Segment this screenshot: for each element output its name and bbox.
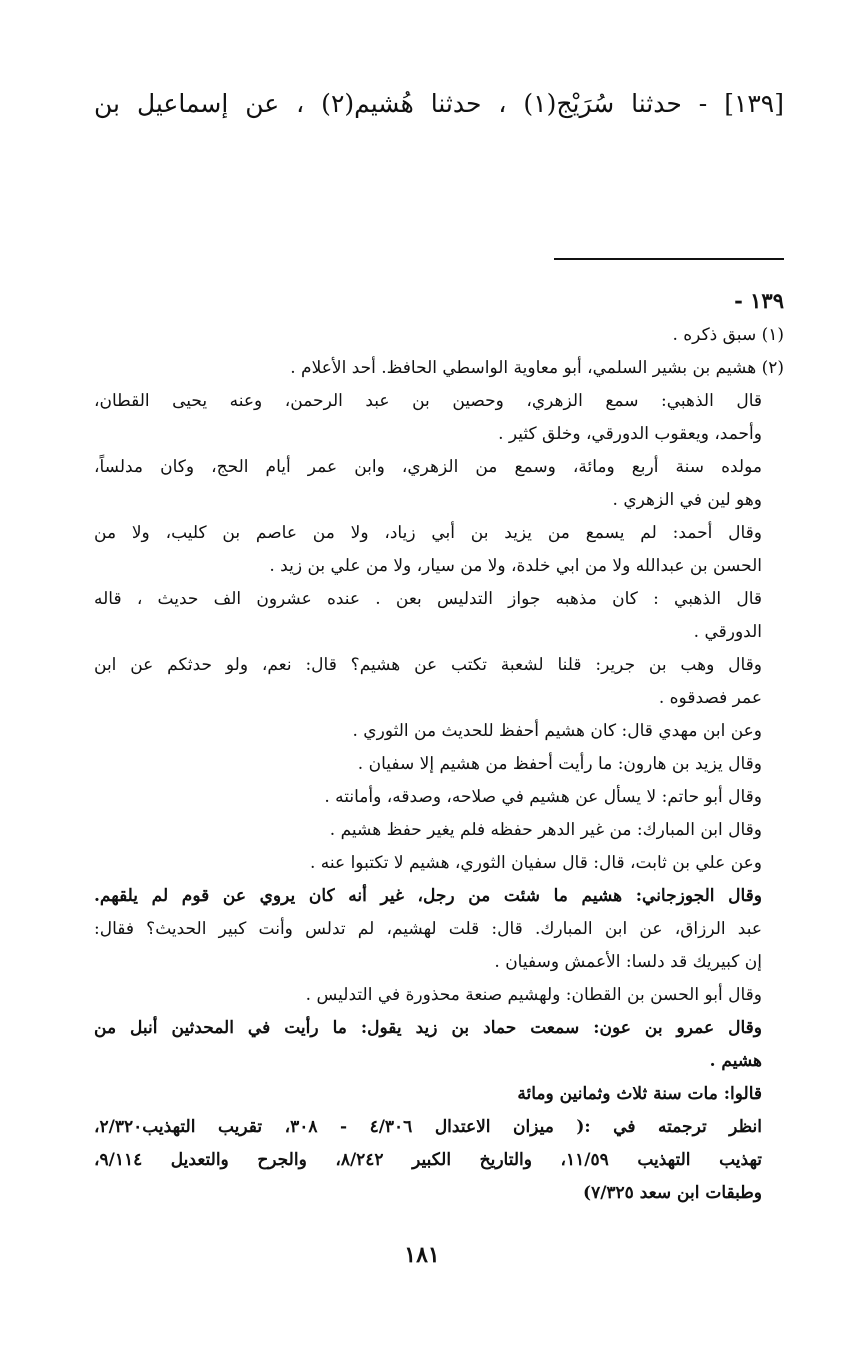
footnote-line: وأحمد، ويعقوب الدورقي، وخلق كثير .: [498, 424, 762, 444]
footnote-line: قال الذهبي: سمع الزهري، وحصين بن عبد الرحمن، وعنه يحيى القطان،: [94, 391, 762, 411]
footnotes: [94, 283, 784, 1210]
footnote-line: انظر ترجمته في :( ميزان الاعتدال ٤/٣٠٦ - ٣٠٨، تقريب التهذيب٢/٣٢٠،: [94, 1117, 762, 1137]
footnote-line: وقال أحمد: لم يسمع من يزيد بن أبي زياد، ولا من عاصم بن كليب، ولا من: [94, 523, 762, 543]
footnote-line: (١) سبق ذكره .: [672, 325, 784, 345]
footnote-hadith-number: ١٣٩ -: [734, 288, 784, 313]
footnote-line: وقال وهب بن جرير: قلنا لشعبة تكتب عن هشيم؟ قال: نعم، ولو حدثكم عن ابن: [94, 655, 762, 675]
footnote-line: الدورقي .: [693, 622, 762, 642]
footnote-line: وقال ابن المبارك: من غير الدهر حفظه فلم يغير حفظ هشيم .: [329, 820, 762, 840]
footnote-line: وقال أبو حاتم: لا يسأل عن هشيم في صلاحه، وصدقه، وأمانته .: [324, 787, 762, 807]
footnote-separator: [554, 258, 784, 260]
footnote-line: وعن علي بن ثابت، قال: قال سفيان الثوري، هشيم لا تكتبوا عنه .: [309, 853, 762, 873]
main-text-line: [١٣٩] - حدثنا سُرَيْج(١) ، حدثنا هُشيم(٢) ، عن إسماعيل بن: [94, 89, 784, 118]
footnote-line: وقال أبو الحسن بن القطان: ولهشيم صنعة محذورة في التدليس .: [305, 985, 762, 1005]
footnote-line: وقال يزيد بن هارون: ما رأيت أحفظ من هشيم إلا سفيان .: [357, 754, 762, 774]
footnote-line: وطبقات ابن سعد ٧/٣٢٥): [583, 1183, 762, 1203]
footnote-line: وقال عمرو بن عون: سمعت حماد بن زيد يقول: ما رأيت في المحدثين أنبل من: [94, 1018, 762, 1038]
footnote-line: عبد الرزاق، عن ابن المبارك. قال: قلت لهشيم، لم تدلس وأنت كبير الحديث؟ فقال:: [94, 919, 762, 939]
footnote-line: وقال الجوزجاني: هشيم ما شئت من رجل، غير أنه كان يروي عن قوم لم يلقهم.: [94, 886, 762, 906]
footnote-line: قال الذهبي : كان مذهبه جواز التدليس بعن . عنده عشرون الف حديث ، قاله: [94, 589, 762, 609]
footnote-line: إن كبيريك قد دلسا: الأعمش وسفيان .: [494, 952, 762, 972]
footnote-line: تهذيب التهذيب ١١/٥٩، والتاريخ الكبير ٨/٢٤٢، والجرح والتعديل ٩/١١٤،: [94, 1150, 763, 1170]
footnote-line: الحسن بن عبدالله ولا من ابي خلدة، ولا من سيار، ولا من علي بن زيد .: [269, 556, 762, 576]
footnote-line: عمر فصدقوه .: [658, 688, 762, 708]
footnote-line: (٢) هشيم بن بشير السلمي، أبو معاوية الواسطي الحافظ. أحد الأعلام .: [290, 358, 784, 378]
footnote-line: هشيم .: [709, 1051, 762, 1071]
page-number: ١٨١: [404, 1242, 440, 1268]
footnote-line: مولده سنة أربع ومائة، وسمع من الزهري، وابن عمر أيام الحج، وكان مدلساً،: [94, 457, 762, 477]
footnote-line: وعن ابن مهدي قال: كان هشيم أحفظ للحديث من الثوري .: [352, 721, 762, 741]
footnote-line: وهو لين في الزهري .: [612, 490, 762, 510]
footnote-line: قالوا: مات سنة ثلاث وثمانين ومائة: [517, 1084, 762, 1104]
